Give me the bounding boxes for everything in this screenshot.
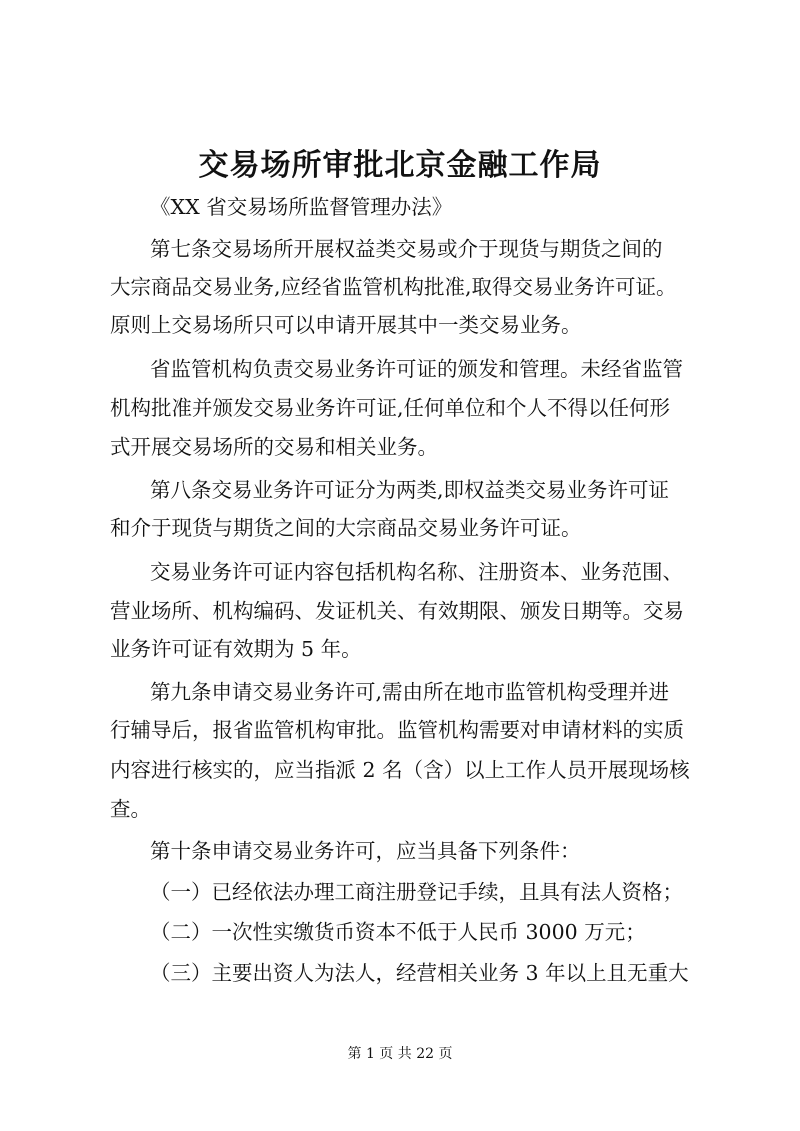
body-line: （一）已经依法办理工商注册登记手续，且具有法人资格； <box>150 880 683 904</box>
body-line: 省监管机构负责交易业务许可证的颁发和管理。未经省监管 <box>150 357 683 381</box>
body-line: 式开展交易场所的交易和相关业务。 <box>110 435 438 459</box>
body-line: 内容进行核实的，应当指派 2 名（含）以上工作人员开展现场核 <box>110 758 690 782</box>
body-line: （三）主要出资人为法人，经营相关业务 3 年以上且无重大 <box>150 961 689 985</box>
body-line: （二）一次性实缴货币资本不低于人民币 3000 万元； <box>150 920 646 944</box>
page-number-footer: 第 1 页 共 22 页 <box>347 1046 453 1062</box>
body-line: 查。 <box>110 797 151 821</box>
body-line: 第七条交易场所开展权益类交易或介于现货与期货之间的 <box>150 237 663 261</box>
body-line: 《XX 省交易场所监督管理办法》 <box>150 195 453 219</box>
body-line: 机构批准并颁发交易业务许可证,任何单位和个人不得以任何形 <box>110 396 671 420</box>
body-line: 第八条交易业务许可证分为两类,即权益类交易业务许可证 <box>150 478 670 502</box>
body-line: 行辅导后，报省监管机构审批。监管机构需要对申请材料的实质 <box>110 718 684 742</box>
body-line: 交易业务许可证内容包括机构名称、注册资本、业务范围、 <box>150 560 683 584</box>
body-line: 营业场所、机构编码、发证机关、有效期限、颁发日期等。交易 <box>110 599 684 623</box>
body-line: 第九条申请交易业务许可,需由所在地市监管机构受理并进 <box>150 680 670 704</box>
body-line: 第十条申请交易业务许可，应当具备下列条件： <box>150 839 581 863</box>
body-line: 原则上交易场所只可以申请开展其中一类交易业务。 <box>110 313 582 337</box>
body-line: 和介于现货与期货之间的大宗商品交易业务许可证。 <box>110 516 582 540</box>
body-line: 业务许可证有效期为 5 年。 <box>110 637 362 661</box>
body-line: 大宗商品交易业务,应经省监管机构批准,取得交易业务许可证。 <box>110 275 677 299</box>
document-title: 交易场所审批北京金融工作局 <box>198 148 602 183</box>
